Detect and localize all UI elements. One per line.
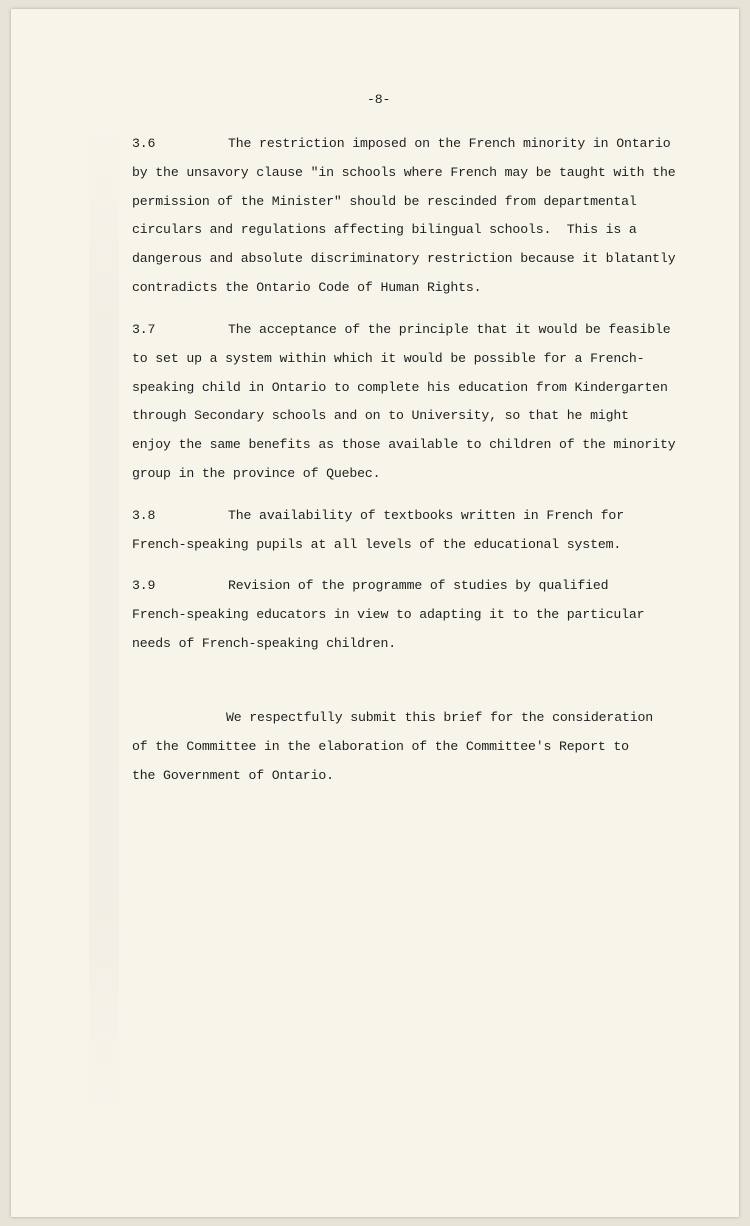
closing-line: the Government of Ontario. <box>132 767 334 783</box>
section-line: speaking child in Ontario to complete his education from Kindergarten <box>132 379 668 395</box>
section-line: The restriction imposed on the French minority in Ontario <box>228 136 671 151</box>
paper-watermark <box>89 119 119 1119</box>
section-line: The acceptance of the principle that it would be feasible <box>228 322 671 337</box>
section-line: contradicts the Ontario Code of Human Rights. <box>132 279 482 295</box>
section-3-6 <box>132 130 676 303</box>
section-line: enjoy the same benefits as those available to children of the minority <box>132 437 676 453</box>
section-line: French-speaking pupils at all levels of the educational system. <box>132 536 622 552</box>
section-line: circulars and regulations affecting bilingual schools. This is a <box>132 222 637 238</box>
closing-line: of the Committee in the elaboration of the Committee's Report to <box>132 738 629 754</box>
section-line: permission of the Minister" should be rescinded from departmental <box>132 193 637 209</box>
section-3-8 <box>132 502 652 560</box>
section-number: 3.7 <box>132 322 156 337</box>
closing-paragraph <box>132 704 652 790</box>
section-number: 3.8 <box>132 508 156 523</box>
section-line: through Secondary schools and on to University, so that he might <box>132 408 629 424</box>
section-line: dangerous and absolute discriminatory restriction because it blatantly <box>132 251 676 267</box>
section-3-7 <box>132 316 676 489</box>
section-line: to set up a system within which it would be possible for a French- <box>132 350 645 366</box>
section-line: needs of French-speaking children. <box>132 635 396 651</box>
section-line: by the unsavory clause "in schools where French may be taught with the <box>132 164 676 180</box>
section-number: 3.9 <box>132 578 156 593</box>
section-line: French-speaking educators in view to adapting it to the particular <box>132 606 645 622</box>
section-number: 3.6 <box>132 136 156 151</box>
section-line: The availability of textbooks written in French for <box>228 508 624 523</box>
section-line: Revision of the programme of studies by qualified <box>228 578 609 593</box>
page-number: -8- <box>367 92 391 107</box>
section-line: group in the province of Quebec. <box>132 465 381 481</box>
section-3-9 <box>132 572 652 658</box>
closing-line: We respectfully submit this brief for the consideration <box>226 710 654 725</box>
